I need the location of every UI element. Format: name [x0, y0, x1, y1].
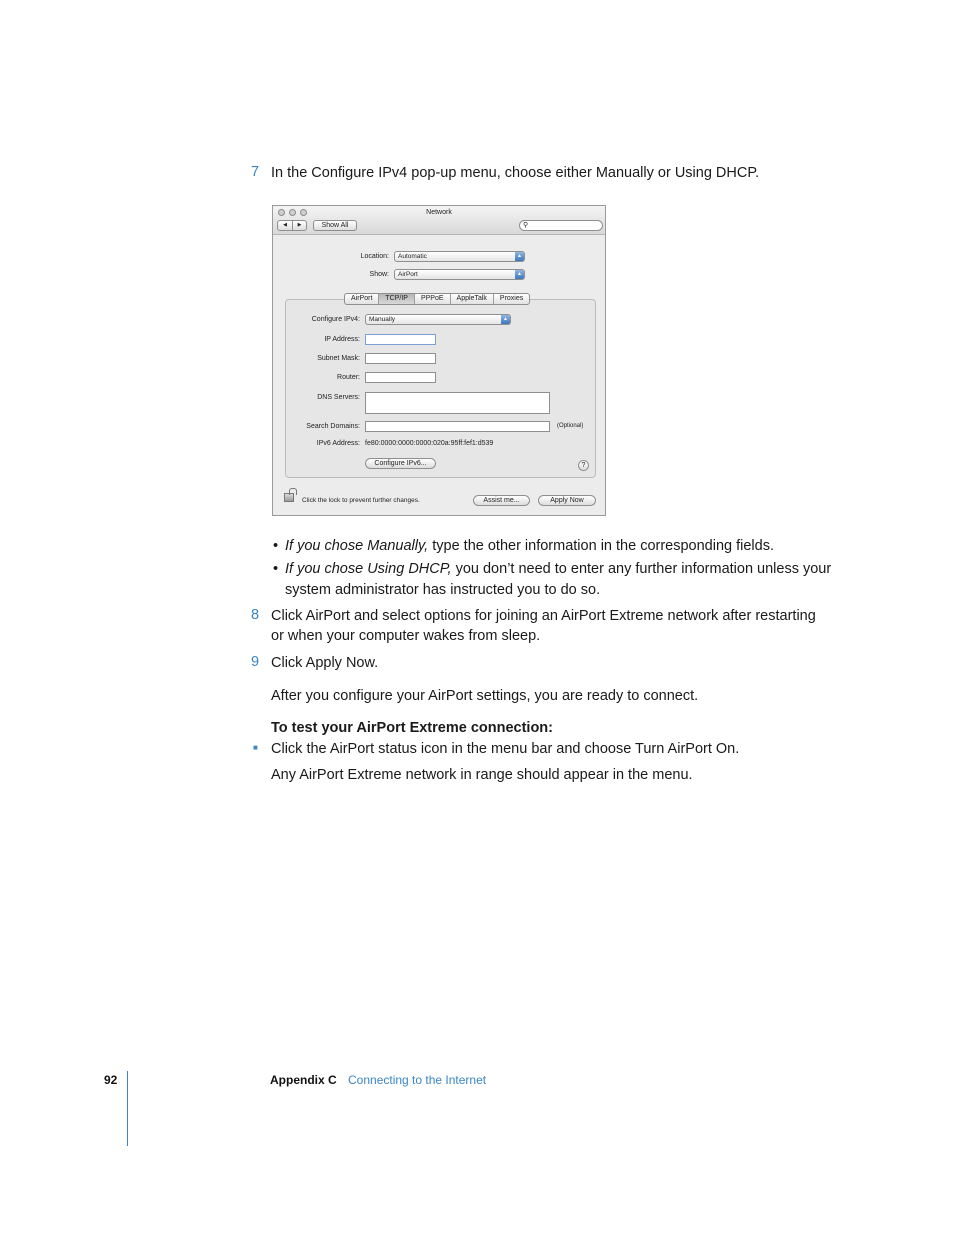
tab-tcpip: TCP/IP — [379, 294, 415, 304]
search-domains-field — [365, 421, 550, 432]
task-bullet-marker: ■ — [253, 743, 258, 752]
assist-me-button: Assist me... — [473, 495, 530, 506]
magnifier-icon: ⚲ — [523, 222, 529, 229]
paragraph: After you configure your AirPort settings, you are ready to connect. — [271, 688, 699, 704]
step-text: Click AirPort and select options for joining an AirPort Extreme network after restarting — [271, 608, 816, 624]
step-number: 8 — [251, 607, 260, 623]
ipv6-address-label: IPv6 Address: — [316, 440, 360, 447]
show-all-button: Show All — [313, 220, 357, 231]
ip-address-field — [365, 334, 436, 345]
step-text: In the Configure IPv4 pop-up menu, choose either Manually or Using DHCP. — [271, 165, 760, 181]
router-label: Router: — [337, 374, 360, 381]
page-number: 92 — [104, 1073, 118, 1087]
step-text: Click Apply Now. — [271, 655, 379, 671]
tab-proxies: Proxies — [499, 295, 524, 302]
optional-note: (Optional) — [557, 423, 584, 429]
dns-servers-field — [365, 392, 550, 414]
network-preferences-screenshot — [272, 205, 606, 516]
settings-group-box — [285, 299, 596, 478]
popup-arrows-icon: ▲ — [501, 315, 510, 324]
task-heading: To test your AirPort Extreme connection: — [271, 720, 553, 736]
configure-ipv4-popup: Manually ▲ — [365, 314, 511, 325]
configure-ipv4-label: Configure IPv4: — [311, 316, 360, 323]
search-domains-label: Search Domains: — [306, 423, 360, 430]
footer-rule — [127, 1071, 128, 1146]
apply-now-button: Apply Now — [538, 495, 596, 506]
popup-arrows-icon: ▲ — [515, 252, 524, 261]
step-number: 9 — [251, 654, 260, 670]
bullet-item: If you chose Manually, type the other information in the corresponding fields. — [285, 538, 774, 554]
tab-airport: AirPort — [345, 294, 379, 304]
ipv6-address-value: fe80:0000:0000:0000:020a:95ff:fef1:d539 — [365, 440, 494, 447]
back-button: ◀ — [277, 220, 293, 231]
dns-servers-label: DNS Servers: — [317, 394, 360, 401]
tab-appletalk: AppleTalk — [451, 294, 494, 304]
window-toolbar — [273, 206, 605, 235]
configure-ipv6-button: Configure IPv6... — [365, 458, 436, 469]
step-number: 7 — [251, 164, 260, 180]
popup-arrows-icon: ▲ — [515, 270, 524, 279]
settings-tabs — [344, 293, 530, 305]
bullet-item-continuation: system administrator has instructed you to do so. — [285, 582, 601, 598]
location-popup: Automatic ▲ — [394, 251, 525, 262]
help-icon: ? — [578, 460, 589, 471]
subnet-mask-field — [365, 353, 436, 364]
lock-icon — [284, 493, 294, 502]
task-item: Click the AirPort status icon in the menu bar and choose Turn AirPort On. — [271, 741, 740, 757]
footer-appendix: Appendix C — [270, 1073, 337, 1087]
bullet-marker: • — [273, 538, 279, 554]
location-label: Location: — [360, 253, 389, 260]
show-popup: AirPort ▲ — [394, 269, 525, 280]
bullet-item: If you chose Using DHCP, you don’t need to enter any further information unless your — [285, 561, 832, 577]
forward-button: ▶ — [292, 220, 307, 231]
tab-pppoe: PPPoE — [415, 294, 451, 304]
bullet-marker: • — [273, 561, 279, 577]
footer-chapter: Connecting to the Internet — [348, 1073, 487, 1087]
subnet-mask-label: Subnet Mask: — [317, 355, 360, 362]
step-text-continuation: or when your computer wakes from sleep. — [271, 628, 541, 644]
task-result: Any AirPort Extreme network in range should appear in the menu. — [271, 767, 693, 783]
show-label: Show: — [369, 271, 389, 278]
search-field — [519, 220, 603, 231]
window-title: Network — [426, 209, 452, 216]
router-field — [365, 372, 436, 383]
ip-address-label: IP Address: — [324, 336, 360, 343]
lock-text: Click the lock to prevent further changes. — [302, 497, 420, 504]
